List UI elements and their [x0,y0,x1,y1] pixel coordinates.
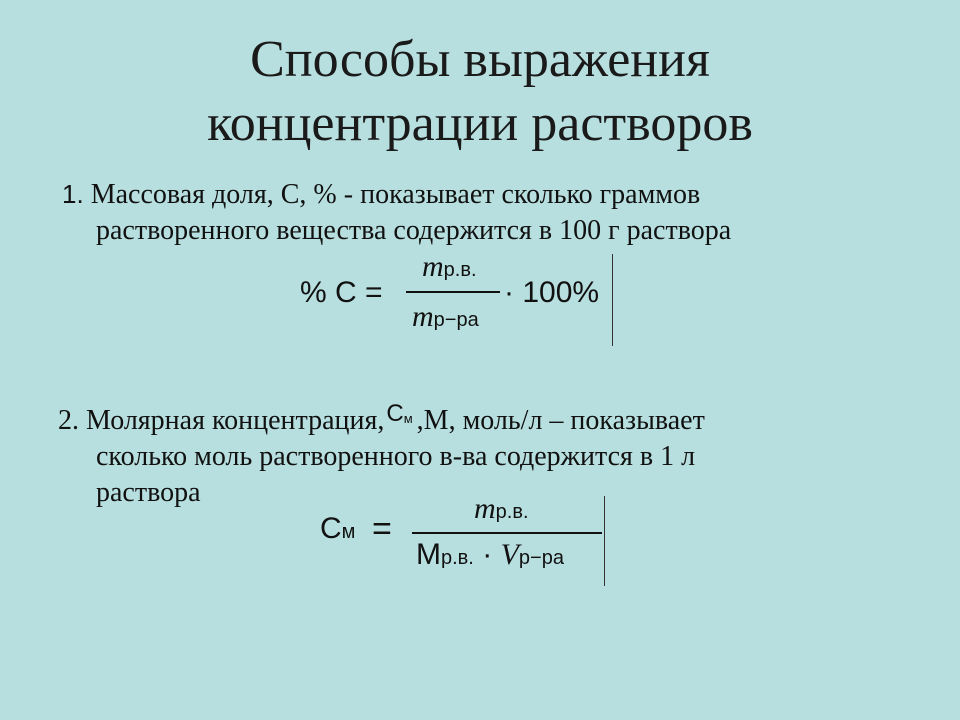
item-2-line-2: сколько моль растворенного в-ва содержится в 1 л [96,441,696,472]
title-line-1: Способы выражения [250,31,710,88]
formula-2-fraction-bar [412,532,602,534]
formula-mass-fraction [300,250,618,346]
formula-2-lhs: Cм [320,512,356,545]
item-2-line-1-end: ,М, моль/л – показывает [416,405,705,436]
item-1-line-2: растворенного вещества содержится в 100 г раствора [96,215,732,246]
formula-2-edge [604,496,605,586]
formula-2-denominator: Mр.в. · Vр−ра [416,538,564,571]
formula-1-fraction-bar [406,291,500,293]
title-line-2: концентрации растворов [207,95,753,152]
formula-1-numerator: mр.в. [422,250,477,283]
formula-1-multiplier: · 100% [504,276,600,309]
formula-1-lhs: % C = [300,276,383,309]
item-2-line-1-start: 2. Молярная концентрация, [58,405,385,436]
item-2-line-3: раствора [96,477,201,508]
inline-cm-symbol: $C_м$ [386,400,413,427]
slide-title [0,28,960,156]
formula-2-equals: = [372,510,392,548]
item-1-number: 1. [62,179,84,209]
item-mass-fraction [62,176,862,249]
formula-1-denominator: mр−ра [412,300,479,333]
formula-1-edge [612,254,613,346]
formula-2-numerator: mр.в. [474,492,529,525]
item-1-line-1: Массовая доля, С, % - показывает сколько граммов [90,179,701,210]
formula-molar-concentration [320,494,610,586]
